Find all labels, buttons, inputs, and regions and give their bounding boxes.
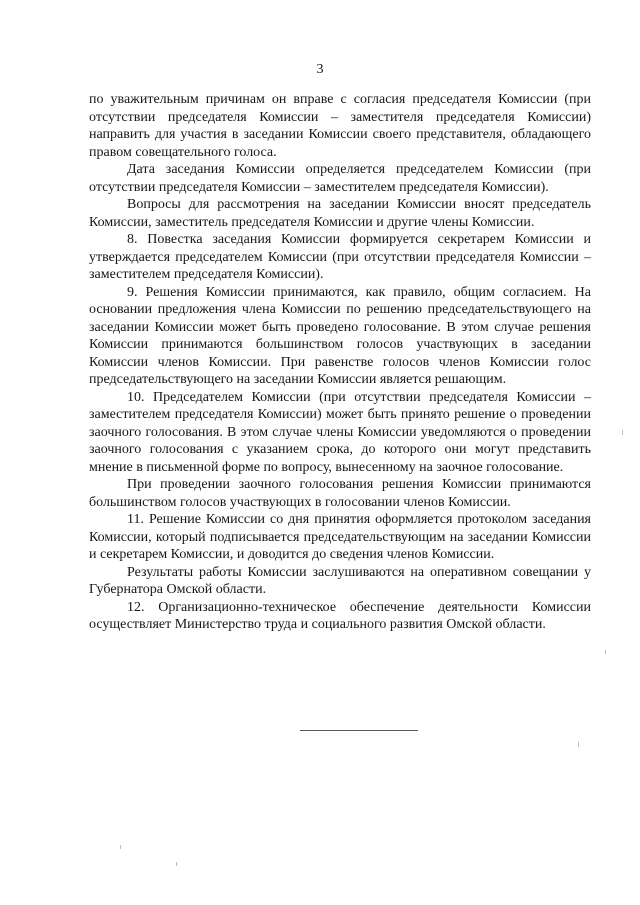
paragraph-absentee-vote: При проведении заочного голосования решения Комиссии принимаются большинством голосов участвующих в голосовании членов Комиссии. — [89, 477, 591, 510]
paragraph-item-12: 12. Организационно-техническое обеспечение деятельности Комиссии осуществляет Министерство труда и социального развития Омской области. — [89, 599, 591, 632]
scan-speck — [176, 862, 177, 866]
paragraph-agenda-questions: Вопросы для рассмотрения на заседании Комиссии вносят председатель Комиссии, заместитель председателя Комиссии и другие члены Комиссии. — [89, 197, 591, 230]
scan-speck — [605, 650, 606, 654]
end-separator-line — [300, 730, 418, 731]
paragraph-results: Результаты работы Комиссии заслушиваются на оперативном совещании у Губернатора Омской области. — [89, 564, 591, 597]
paragraph-item-10: 10. Председателем Комиссии (при отсутствии председателя Комиссии – заместителем председателя Комиссии) может быть принято решение о проведении заочного голосования. В этом случае члены Комиссии уведомляются о проведении заочного голосования с указанием срока, до которого они могут представить мнение в письменной форме по вопросу, вынесенному на заочное голосование. — [89, 389, 591, 475]
scan-speck — [622, 430, 623, 435]
paragraph-item-9: 9. Решения Комиссии принимаются, как правило, общим согласием. На основании предложения члена Комиссии по решению председательствующего на заседании Комиссии может быть проведено голосование. В этом случае решения Комиссии принимаются большинством голосов участвующих в заседании Комиссии членов Комиссии. При равенстве голосов членов Комиссии голос председательствующего на заседании Комиссии является решающим. — [89, 284, 591, 387]
scan-speck — [120, 845, 121, 849]
paragraph-item-8: 8. Повестка заседания Комиссии формируется секретарем Комиссии и утверждается председателем Комиссии (при отсутствии председателя Комиссии – заместителем председателя Комиссии). — [89, 232, 591, 282]
paragraph-meeting-date: Дата заседания Комиссии определяется председателем Комиссии (при отсутствии председателя Комиссии – заместителем председателя Комиссии). — [89, 162, 591, 195]
document-body — [89, 91, 591, 634]
scan-speck — [578, 742, 579, 747]
paragraph-item-11: 11. Решение Комиссии со дня принятия оформляется протоколом заседания Комиссии, который подписывается председательствующим на заседании Комиссии и секретарем Комиссии, и доводится до сведения членов Комиссии. — [89, 512, 591, 562]
paragraph-continuation: по уважительным причинам он вправе с согласия председателя Комиссии (при отсутствии председателя Комиссии – заместителя председателя Комиссии) направить для участия в заседании Комиссии своего представителя, обладающего правом совещательного голоса. — [89, 92, 591, 160]
page-number: 3 — [316, 62, 324, 77]
